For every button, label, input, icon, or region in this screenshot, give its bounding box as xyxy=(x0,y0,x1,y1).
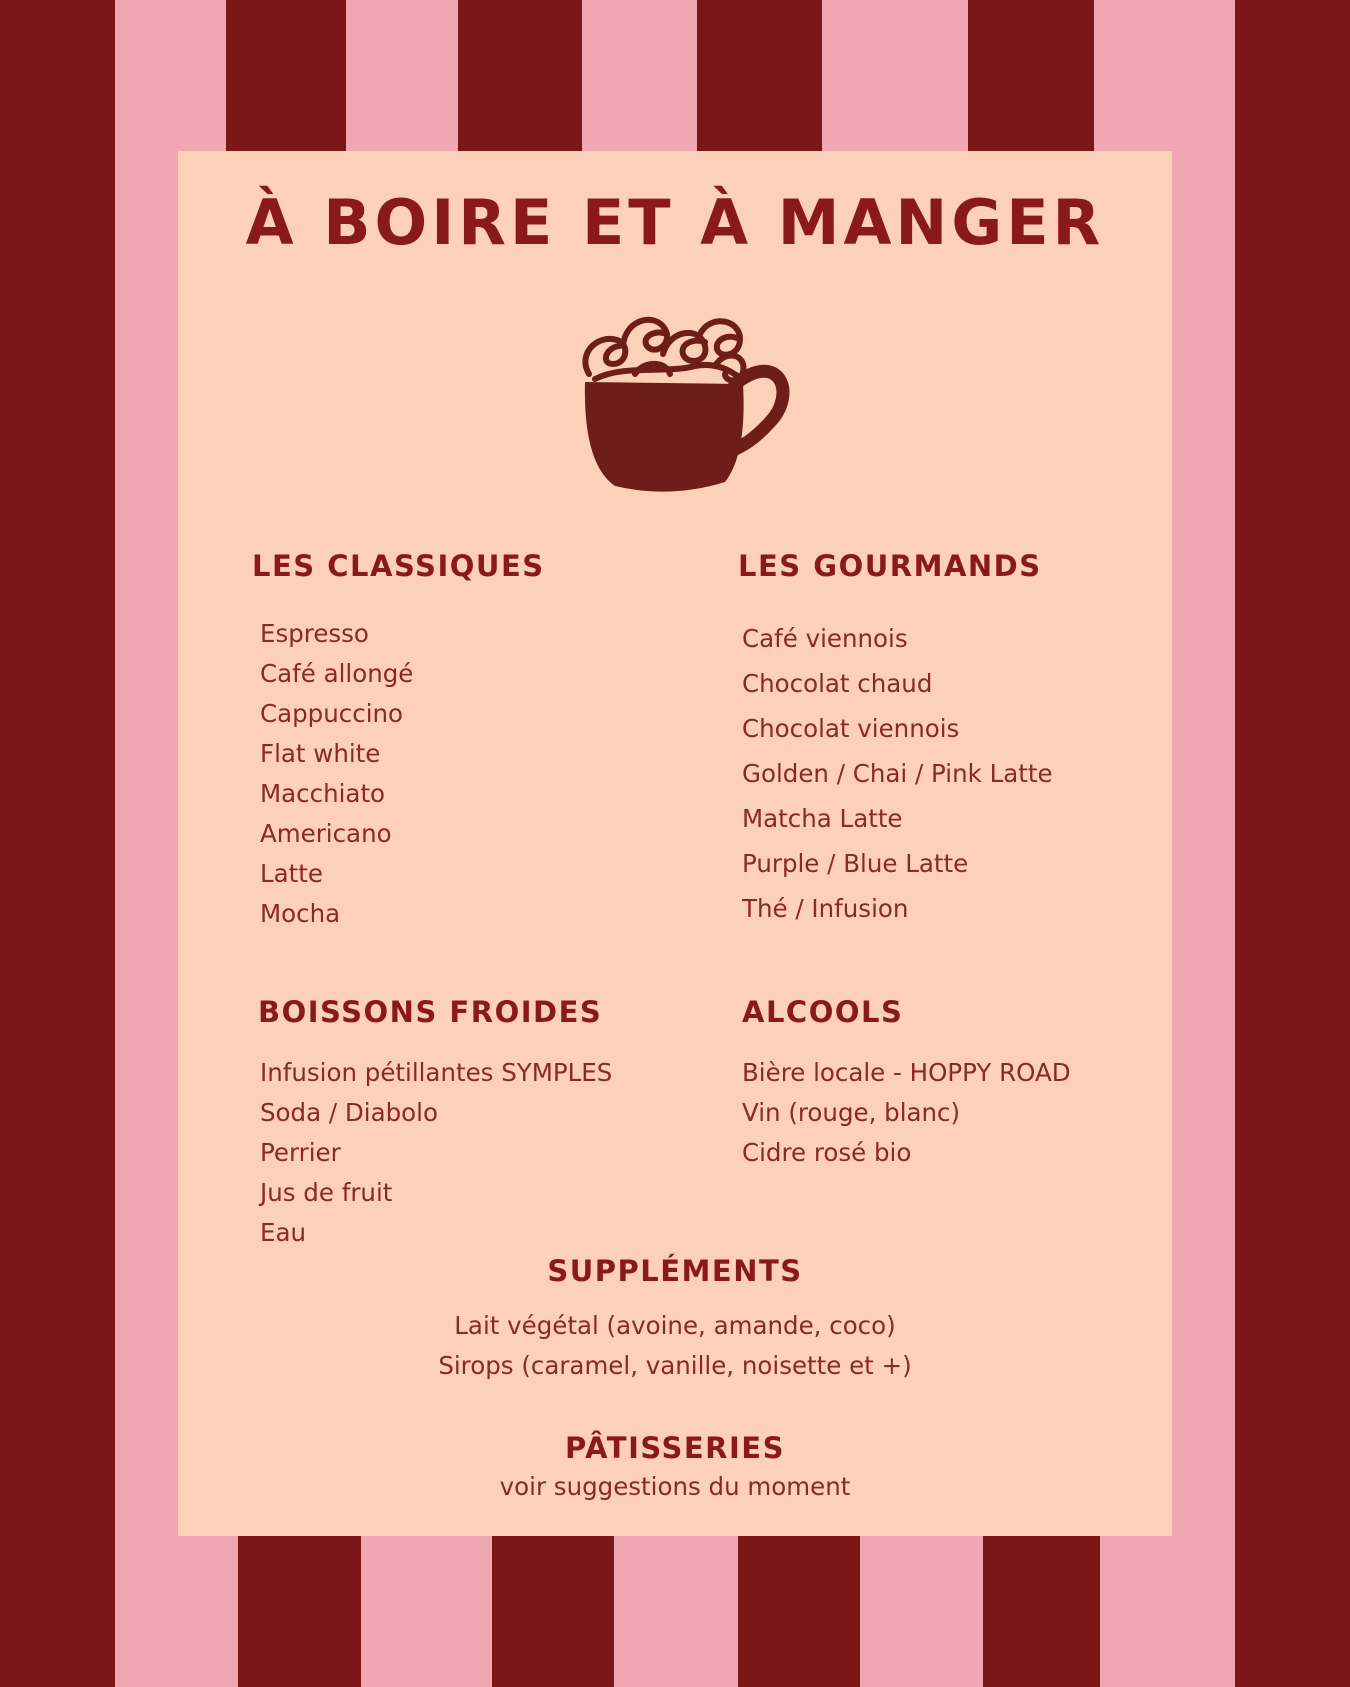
stripe xyxy=(968,0,1094,151)
menu-item: Cidre rosé bio xyxy=(742,1138,912,1167)
stripe xyxy=(238,1536,361,1687)
stripe xyxy=(983,1536,1100,1687)
menu-item: Matcha Latte xyxy=(742,804,903,833)
menu-title: À BOIRE ET À MANGER xyxy=(245,186,1105,259)
section-heading-gourmands: LES GOURMANDS xyxy=(738,549,1042,583)
menu-item: Macchiato xyxy=(260,779,386,808)
menu-item: Mocha xyxy=(260,899,341,928)
menu-item: Thé / Infusion xyxy=(742,894,909,923)
menu-item: Flat white xyxy=(260,739,381,768)
menu-item: Bière locale - HOPPY ROAD xyxy=(742,1058,1071,1087)
stripe xyxy=(697,0,822,151)
menu-item: Jus de fruit xyxy=(260,1178,393,1207)
alcools-list xyxy=(742,1053,1071,1173)
menu-item: Eau xyxy=(260,1218,307,1247)
menu-item: Vin (rouge, blanc) xyxy=(742,1098,961,1127)
menu-item: Cappuccino xyxy=(260,699,404,728)
stripe xyxy=(458,0,582,151)
menu-item: Café viennois xyxy=(742,624,908,653)
section-heading-supplements: SUPPLÉMENTS xyxy=(547,1254,803,1288)
menu-item: Americano xyxy=(260,819,392,848)
menu-item: Espresso xyxy=(260,619,369,648)
menu-item: Lait végétal (avoine, amande, coco) xyxy=(454,1311,896,1340)
menu-item: Café allongé xyxy=(260,659,414,688)
coffee-cup-with-foam-icon xyxy=(575,304,795,499)
section-heading-boissons-froides: BOISSONS FROIDES xyxy=(258,995,603,1029)
stripe xyxy=(738,1536,860,1687)
stripe xyxy=(226,0,346,151)
menu-item: Chocolat viennois xyxy=(742,714,960,743)
stripe xyxy=(492,1536,614,1687)
menu-item: Golden / Chai / Pink Latte xyxy=(742,759,1053,788)
section-heading-alcools: ALCOOLS xyxy=(742,995,904,1029)
gourmands-list xyxy=(742,616,1053,931)
menu-item: Latte xyxy=(260,859,323,888)
classiques-list xyxy=(260,614,413,934)
menu-item: Chocolat chaud xyxy=(742,669,933,698)
menu-item: Perrier xyxy=(260,1138,341,1167)
supplements-list xyxy=(0,1306,1350,1386)
menu-item: Purple / Blue Latte xyxy=(742,849,969,878)
section-heading-classiques: LES CLASSIQUES xyxy=(252,549,545,583)
menu-item: Sirops (caramel, vanille, noisette et +) xyxy=(438,1351,912,1380)
menu-item: Soda / Diabolo xyxy=(260,1098,438,1127)
patisseries-note: voir suggestions du moment xyxy=(499,1472,851,1501)
menu-item: Infusion pétillantes SYMPLES xyxy=(260,1058,613,1087)
boissons-froides-list xyxy=(260,1053,612,1253)
section-heading-patisseries: PÂTISSERIES xyxy=(565,1431,785,1465)
